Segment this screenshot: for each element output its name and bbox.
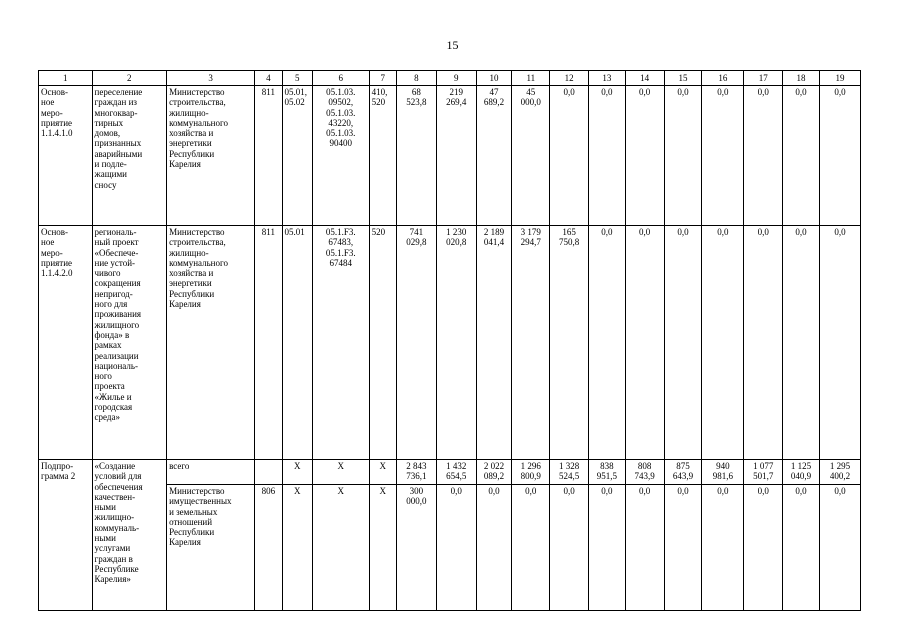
cell: Министерство строительства, жилищно- коммунального хозяйства и энергетики Республики Карелия [167, 86, 255, 226]
cell: 2 843 736,1 [396, 460, 436, 485]
cell: всего [167, 460, 255, 485]
cell: 806 [255, 485, 282, 611]
cell: 0,0 [702, 226, 744, 460]
cell: 875 643,9 [664, 460, 702, 485]
cell: 0,0 [436, 485, 476, 611]
cell: 0,0 [550, 86, 589, 226]
cell: 0,0 [744, 485, 783, 611]
header-cell: 13 [589, 71, 626, 86]
cell: 05.01 [282, 226, 312, 460]
cell: Министерство строительства, жилищно- коммунального хозяйства и энергетики Республики Карелия [167, 226, 255, 460]
cell: 741 029,8 [396, 226, 436, 460]
header-cell: 6 [312, 71, 369, 86]
cell: Основ- ное меро- приятие 1.1.4.2.0 [39, 226, 93, 460]
table-row [39, 460, 861, 485]
header-cell: 15 [664, 71, 702, 86]
cell: 1 295 400,2 [819, 460, 860, 485]
cell: 0,0 [664, 86, 702, 226]
cell: 0,0 [589, 226, 626, 460]
cell: 0,0 [589, 485, 626, 611]
cell: 811 [255, 86, 282, 226]
cell: региональ- ный проект «Обеспече- ние устой- чивого сокращения непригод- ного для проживания жилищного фонда» в рамках реализации националь- ного проекта «Жилье и городская среда» [92, 226, 167, 460]
cell: 520 [369, 226, 396, 460]
cell: 0,0 [819, 226, 860, 460]
header-row [39, 71, 861, 86]
cell: 0,0 [783, 226, 820, 460]
cell: 05.1.F3. 67483, 05.1.F3. 67484 [312, 226, 369, 460]
cell: 0,0 [783, 86, 820, 226]
header-cell: 7 [369, 71, 396, 86]
cell: 0,0 [625, 485, 664, 611]
cell: Х [369, 460, 396, 485]
header-cell: 11 [512, 71, 550, 86]
header-cell: 1 [39, 71, 93, 86]
header-cell: 2 [92, 71, 167, 86]
table-row [39, 86, 861, 226]
cell: 838 951,5 [589, 460, 626, 485]
cell: 1 432 654,5 [436, 460, 476, 485]
cell: 0,0 [550, 485, 589, 611]
cell: Х [312, 460, 369, 485]
cell: 1 328 524,5 [550, 460, 589, 485]
cell: Основ- ное меро- приятие 1.1.4.1.0 [39, 86, 93, 226]
cell: 0,0 [702, 86, 744, 226]
cell: 0,0 [625, 226, 664, 460]
cell: переселение граждан из многоквар- тирных домов, признанных аварийными и подле- жащими сносу [92, 86, 167, 226]
header-cell: 12 [550, 71, 589, 86]
cell: 0,0 [744, 226, 783, 460]
cell: 47 689,2 [476, 86, 512, 226]
cell: «Создание условий для обеспечения качествен- ными жилищно- коммуналь- ными услугами граждан в Республике Карелия» [92, 460, 167, 611]
cell: 811 [255, 226, 282, 460]
cell: 1 125 040,9 [783, 460, 820, 485]
header-cell: 5 [282, 71, 312, 86]
cell: 3 179 294,7 [512, 226, 550, 460]
cell: 0,0 [819, 86, 860, 226]
cell: Х [282, 485, 312, 611]
cell: 45 000,0 [512, 86, 550, 226]
header-cell: 18 [783, 71, 820, 86]
cell: 1 077 501,7 [744, 460, 783, 485]
header-cell: 17 [744, 71, 783, 86]
cell: 1 296 800,9 [512, 460, 550, 485]
cell [255, 460, 282, 485]
cell: 410, 520 [369, 86, 396, 226]
cell: 0,0 [819, 485, 860, 611]
header-cell: 3 [167, 71, 255, 86]
header-cell: 9 [436, 71, 476, 86]
cell: 1 230 020,8 [436, 226, 476, 460]
header-cell: 16 [702, 71, 744, 86]
cell: 300 000,0 [396, 485, 436, 611]
cell: Х [369, 485, 396, 611]
cell: 05.01, 05.02 [282, 86, 312, 226]
cell: 0,0 [476, 485, 512, 611]
cell: 219 269,4 [436, 86, 476, 226]
header-cell: 19 [819, 71, 860, 86]
header-cell: 14 [625, 71, 664, 86]
cell: Х [282, 460, 312, 485]
cell: Подпро- грамма 2 [39, 460, 93, 611]
cell: 0,0 [589, 86, 626, 226]
cell: 2 022 089,2 [476, 460, 512, 485]
cell: 0,0 [744, 86, 783, 226]
cell: 808 743,9 [625, 460, 664, 485]
budget-table [38, 70, 861, 611]
cell: 68 523,8 [396, 86, 436, 226]
cell: 165 750,8 [550, 226, 589, 460]
cell: 0,0 [664, 226, 702, 460]
cell: Министерство имущественных и земельных отношений Республики Карелия [167, 485, 255, 611]
cell: 0,0 [625, 86, 664, 226]
cell: 0,0 [783, 485, 820, 611]
cell: 940 981,6 [702, 460, 744, 485]
page-number: 15 [446, 38, 459, 52]
cell: 0,0 [512, 485, 550, 611]
cell: 0,0 [664, 485, 702, 611]
cell: 2 189 041,4 [476, 226, 512, 460]
header-cell: 4 [255, 71, 282, 86]
cell: 0,0 [702, 485, 744, 611]
header-cell: 10 [476, 71, 512, 86]
table-row [39, 226, 861, 460]
header-cell: 8 [396, 71, 436, 86]
cell: Х [312, 485, 369, 611]
cell: 05.1.03. 09502, 05.1.03. 43220, 05.1.03. 90400 [312, 86, 369, 226]
